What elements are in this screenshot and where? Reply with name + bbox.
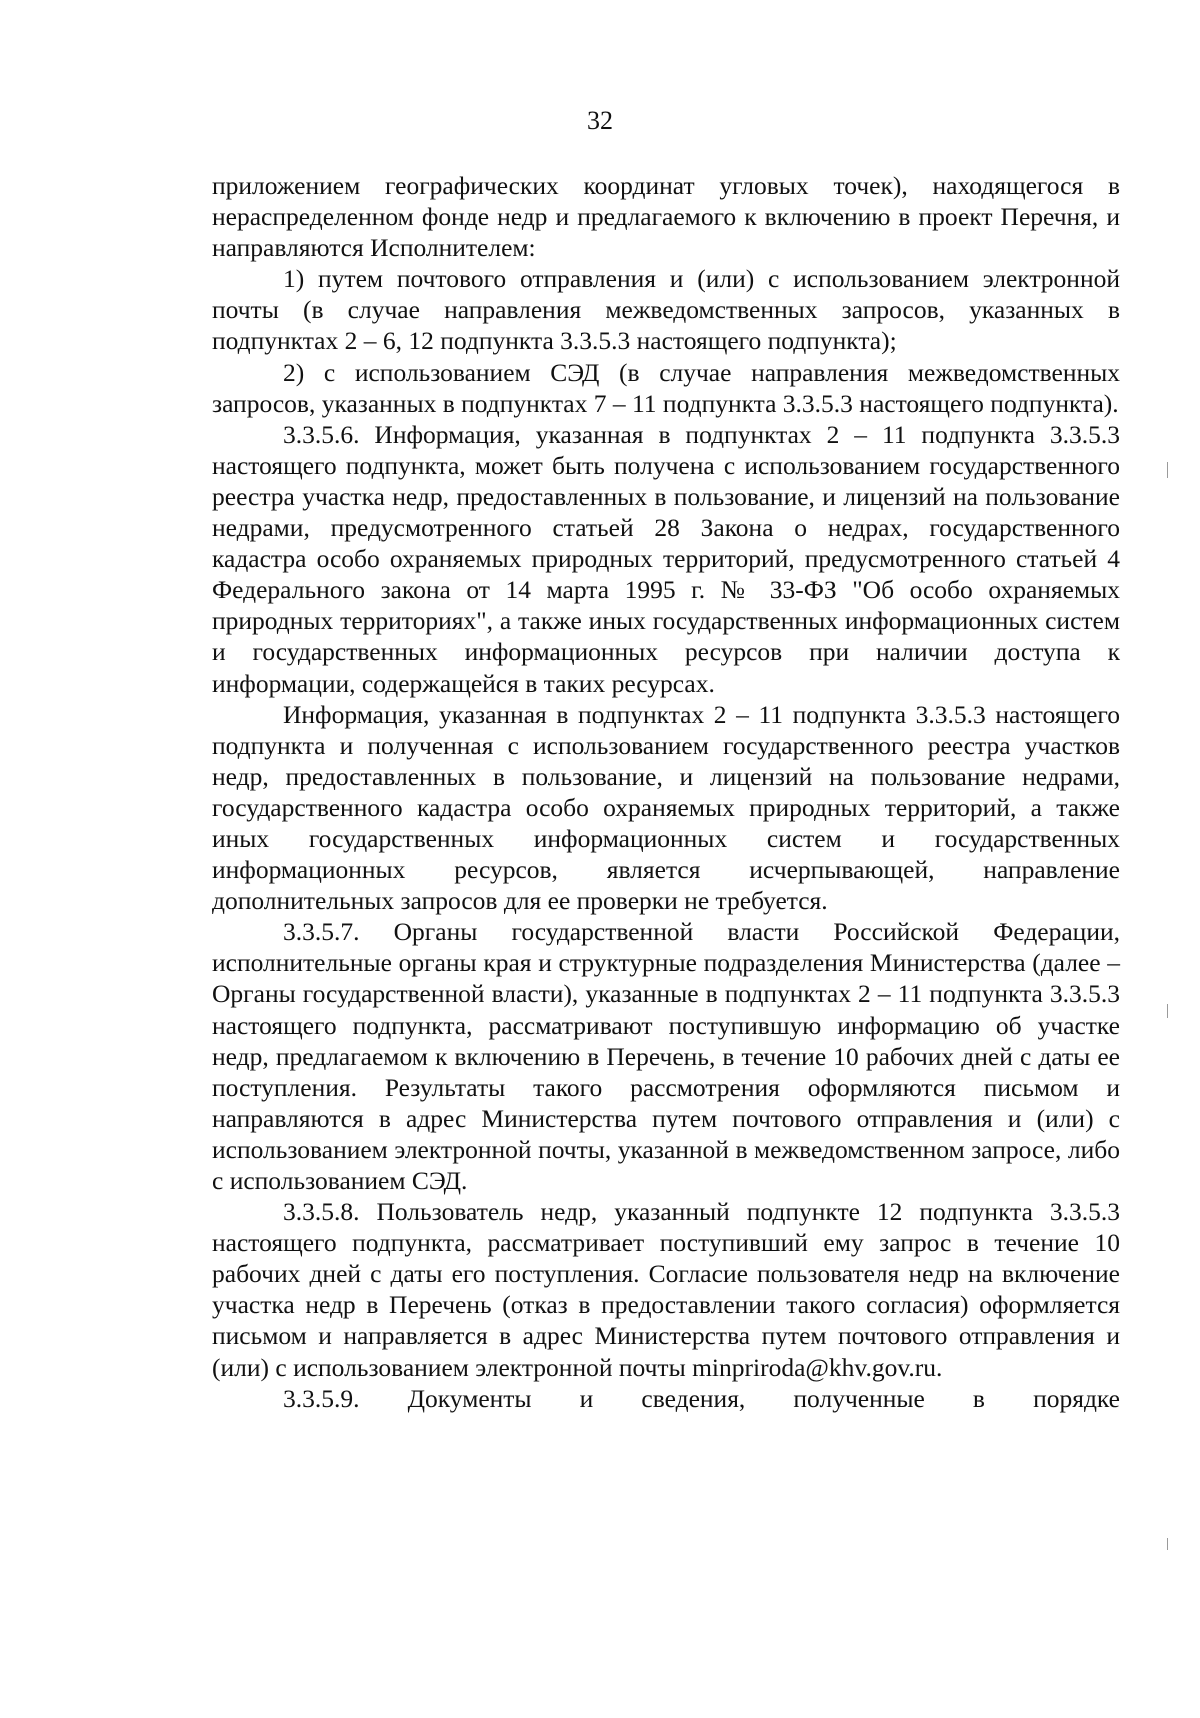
paragraph-3-3-5-9: 3.3.5.9. Документы и сведения, полученные в порядке [283,1383,1120,1413]
scan-artifact-mark [1167,462,1168,478]
document-body [212,170,1120,1414]
paragraph-information: Информация, указанная в подпунктах 2 – 11 подпункта 3.3.5.3 настоящего подпункта и полученная с использованием государственного реестра участков недр, предоставленных в пользование, и лицензий на пользование недрами, государственного кадастра особо охраняемых природных территорий, а также иных государственных информационных систем и государственных информационных ресурсов, является исчерпывающей, направление дополнительных запросов для ее проверки не требуется. [212,699,1120,916]
paragraph-3-3-5-8: 3.3.5.8. Пользователь недр, указанный подпункте 12 подпункта 3.3.5.3 настоящего подпункта, рассматривает поступивший ему запрос в течение 10 рабочих дней с даты его поступления. Согласие пользователя недр на включение участка недр в Перечень (отказ в предоставлении такого согласия) оформляется письмом и направляется в адрес Министерства путем почтового отправления и (или) с использованием электронной почты minpriroda@khv.gov.ru. [212,1197,1120,1382]
paragraph-item-2: 2) с использованием СЭД (в случае направления межведомственных запросов, указанных в подпунктах 7 – 11 подпункта 3.3.5.3 настоящего подпункта). [212,357,1120,418]
page-number: 32 [587,106,613,135]
scan-artifact-mark [1167,1538,1168,1550]
paragraph-item-1: 1) путем почтового отправления и (или) с использованием электронной почты (в случае направления межведомственных запросов, указанных в подпунктах 2 – 6, 12 подпункта 3.3.5.3 настоящего подпункта); [212,264,1120,356]
paragraph-3-3-5-7: 3.3.5.7. Органы государственной власти Российской Федерации, исполнительные органы края и структурные подразделения Министерства (далее – Органы государственной власти), указанные в подпунктах 2 – 11 подпункта 3.3.5.3 настоящего подпункта, рассматривают поступившую информацию об участке недр, предлагаемом к включению в Перечень, в течение 10 рабочих дней с даты ее поступления. Результаты такого рассмотрения оформляются письмом и направляются в адрес Министерства путем почтового отправления и (или) с использованием электронной почты, указанной в межведомственном запросе, либо с использованием СЭД. [212,917,1120,1195]
paragraph-3-3-5-6: 3.3.5.6. Информация, указанная в подпунктах 2 – 11 подпункта 3.3.5.3 настоящего подпункта, может быть получена с использованием государственного реестра участка недр, предоставленных в пользование, и лицензий на пользование недрами, предусмотренного статьей 28 Закона о недрах, государственного кадастра особо охраняемых природных территорий, предусмотренного статьей 4 Федерального закона от 14 марта 1995 г. № 33-ФЗ "Об особо охраняемых природных территориях", а также иных государственных информационных систем и государственных информационных ресурсов при наличии доступа к информации, содержащейся в таких ресурсах. [212,419,1120,698]
scan-artifact-mark [1167,1004,1168,1018]
paragraph-continuation: приложением географических координат угловых точек), находящегося в нераспределенном фонде недр и предлагаемого к включению в проект Перечня, и направляются Исполнителем: [212,171,1120,263]
